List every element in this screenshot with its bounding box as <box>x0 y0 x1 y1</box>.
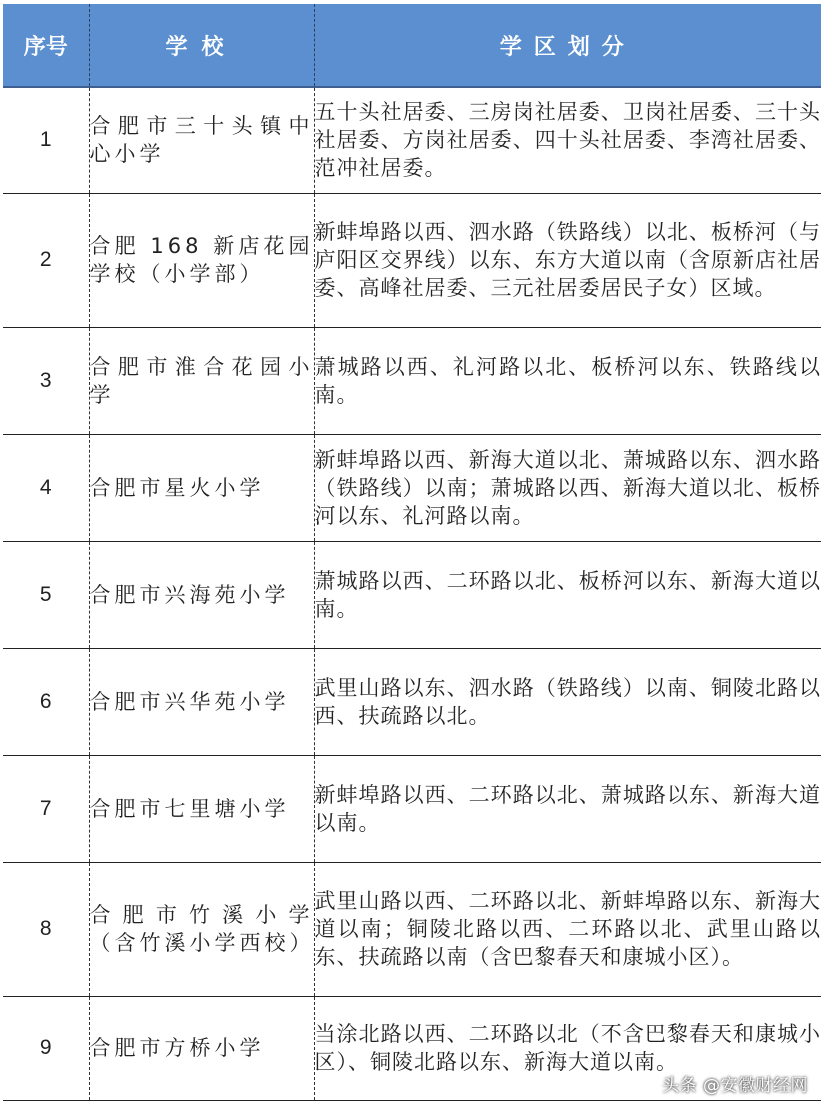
table-row <box>3 434 821 541</box>
school-name <box>89 434 314 541</box>
school-name-text: 合肥市方桥小学 <box>89 1036 265 1060</box>
row-number: 9 <box>3 996 89 1100</box>
district-description <box>314 87 821 193</box>
table-row <box>3 87 821 193</box>
school-name-text: 合肥市兴海苑小学 <box>89 582 290 607</box>
header-school: 学校 <box>89 4 314 87</box>
school-name-text: 合肥市三十头镇中心小学 <box>89 114 314 167</box>
row-number: 3 <box>3 327 89 434</box>
school-name <box>89 327 314 434</box>
district-description <box>314 541 821 648</box>
row-number: 8 <box>3 862 89 996</box>
school-name-text: 合肥市竹溪小学（含竹溪小学西校） <box>89 903 315 955</box>
district-text: 当涂北路以西、二环路以北（不含巴黎春天和康城小区）、铜陵北路以东、新海大道以南。 <box>314 1022 821 1074</box>
district-text: 萧城路以西、二环路以北、板桥河以东、新海大道以南。 <box>314 568 821 621</box>
school-name-text: 合肥市淮合花园小学 <box>89 354 314 407</box>
table-row <box>3 327 821 434</box>
district-description <box>314 434 821 541</box>
district-text: 新蚌埠路以西、新海大道以北、萧城路以东、泗水路（铁路线）以南；萧城路以西、新海大道以北、板桥河以东、礼河路以南。 <box>314 447 821 528</box>
table-row <box>3 862 821 996</box>
school-district-table <box>3 4 821 1101</box>
row-number: 7 <box>3 755 89 862</box>
school-name-text: 合肥市星火小学 <box>89 475 265 500</box>
row-number: 6 <box>3 648 89 755</box>
school-name <box>89 755 314 862</box>
table-row <box>3 755 821 862</box>
header-area: 学区划分 <box>314 4 821 87</box>
district-description <box>314 755 821 862</box>
source-watermark: 头条 @安徽财经网 <box>662 1076 808 1096</box>
district-description <box>314 327 821 434</box>
table-row <box>3 541 821 648</box>
school-name <box>89 193 314 327</box>
school-name <box>89 996 314 1100</box>
row-number: 5 <box>3 541 89 648</box>
header-no: 序号 <box>3 4 89 87</box>
district-text: 武里山路以东、泗水路（铁路线）以南、铜陵北路以西、扶疏路以北。 <box>314 675 821 728</box>
district-text: 萧城路以西、礼河路以北、板桥河以东、铁路线以南。 <box>314 354 821 407</box>
school-name-text: 合肥 168 新店花园学校（小学部） <box>89 234 314 286</box>
district-text: 新蚌埠路以西、泗水路（铁路线）以北、板桥河（与庐阳区交界线）以东、东方大道以南（含原新店社居委、高峰社居委、三元社居委居民子女）区域。 <box>314 220 821 300</box>
school-name-text: 合肥市七里塘小学 <box>89 796 290 821</box>
table-row <box>3 648 821 755</box>
district-text: 新蚌埠路以西、二环路以北、萧城路以东、新海大道以南。 <box>314 782 821 835</box>
school-name <box>89 541 314 648</box>
school-name-text: 合肥市兴华苑小学 <box>89 689 290 714</box>
school-name <box>89 862 314 996</box>
district-description <box>314 193 821 327</box>
district-description <box>314 862 821 996</box>
district-text: 五十头社居委、三房岗社居委、卫岗社居委、三十头社居委、方岗社居委、四十头社居委、李湾社居委、范冲社居委。 <box>314 100 821 181</box>
table-header-row <box>3 4 821 87</box>
school-name <box>89 648 314 755</box>
table-row <box>3 193 821 327</box>
district-text: 武里山路以西、二环路以北、新蚌埠路以东、新海大道以南；铜陵北路以西、二环路以北、武里山路以东、扶疏路以南（含巴黎春天和康城小区）。 <box>314 889 821 969</box>
row-number: 1 <box>3 87 89 193</box>
row-number: 4 <box>3 434 89 541</box>
district-description <box>314 648 821 755</box>
school-name <box>89 87 314 193</box>
row-number: 2 <box>3 193 89 327</box>
